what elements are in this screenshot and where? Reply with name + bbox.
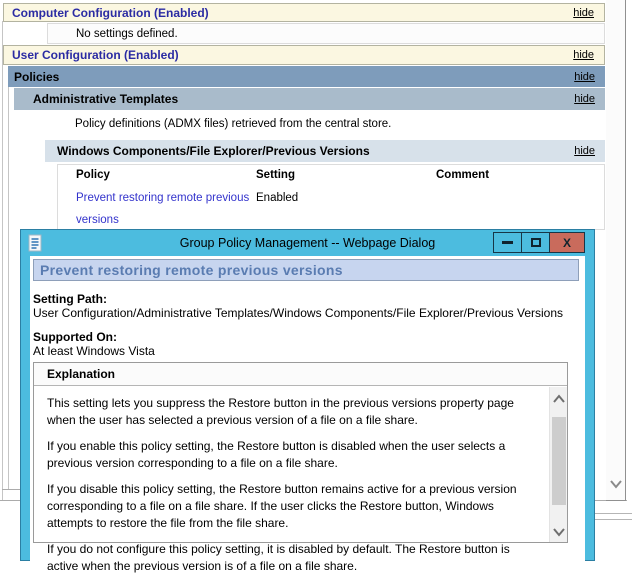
section-title: Administrative Templates	[33, 92, 179, 106]
report-border-line	[2, 489, 21, 490]
webpage-dialog	[21, 230, 594, 573]
policy-table	[57, 164, 605, 230]
report-border-line	[2, 21, 3, 501]
maximize-icon	[531, 238, 541, 247]
admx-note: Policy definitions (ADMX files) retrieved from the central store.	[75, 118, 392, 130]
section-title: Policies	[14, 69, 60, 84]
dialog-titlebar[interactable]	[30, 230, 585, 256]
report-border-line	[8, 87, 9, 489]
explanation-paragraph: This setting lets you suppress the Restore button in the previous versions property page when the user has selected a previous version of a file on a file share.	[47, 396, 514, 427]
column-header-setting: Setting	[256, 169, 295, 181]
section-title: Computer Configuration (Enabled)	[12, 5, 209, 20]
setting-path-label: Setting Path:	[33, 292, 107, 306]
explanation-paragraph: If you enable this policy setting, the Restore button is disabled when the user selects a previous version corresponding to a file on a file share.	[47, 439, 506, 470]
section-policies	[8, 66, 605, 87]
page-vertical-scrollbar[interactable]	[606, 0, 626, 501]
explanation-text	[34, 387, 548, 573]
hide-link[interactable]: hide	[574, 145, 595, 157]
explanation-header: Explanation	[34, 363, 567, 386]
window-controls	[494, 232, 585, 253]
explanation-scrollbar[interactable]	[549, 387, 567, 542]
column-header-comment: Comment	[436, 169, 490, 181]
column-header-policy: Policy	[76, 169, 110, 181]
hide-link[interactable]: hide	[574, 70, 595, 83]
maximize-button[interactable]	[521, 232, 550, 253]
section-computer-configuration	[3, 3, 605, 22]
hide-link[interactable]: hide	[573, 49, 594, 61]
close-icon: X	[562, 235, 571, 250]
section-administrative-templates	[14, 88, 605, 110]
section-user-configuration	[3, 45, 605, 65]
window-frame-line	[594, 513, 632, 514]
explanation-panel	[33, 362, 568, 573]
supported-on-value: At least Windows Vista	[33, 344, 155, 358]
window-frame-line	[594, 519, 632, 520]
chevron-up-icon[interactable]	[552, 393, 566, 405]
policy-setting-value: Enabled	[256, 192, 299, 204]
policy-link[interactable]: Prevent restoring remote previous versions	[76, 192, 250, 226]
hide-link[interactable]: hide	[574, 93, 595, 105]
chevron-down-icon[interactable]	[609, 478, 623, 490]
scrollbar-thumb[interactable]	[552, 417, 566, 505]
no-settings-row	[47, 23, 605, 44]
section-title: User Configuration (Enabled)	[12, 48, 179, 62]
minimize-button[interactable]	[493, 232, 522, 253]
dialog-title: Group Policy Management -- Webpage Dialog	[179, 236, 436, 250]
setting-path-value: User Configuration/Administrative Templates/Windows Components/File Explorer/Previous Versions	[33, 306, 564, 320]
explanation-paragraph: If you do not configure this policy setting, it is disabled by default. The Restore button is active when the previous version is of a file on a file share.	[47, 542, 510, 573]
supported-on-label: Supported On:	[33, 330, 117, 344]
minimize-icon	[502, 241, 513, 244]
policy-setting-heading: Prevent restoring remote previous versions	[33, 259, 579, 281]
dialog-content	[30, 256, 585, 573]
chevron-down-icon[interactable]	[552, 526, 566, 538]
hide-link[interactable]: hide	[573, 6, 594, 19]
section-title: Windows Components/File Explorer/Previous Versions	[57, 144, 370, 158]
close-button[interactable]	[549, 232, 585, 253]
no-settings-text: No settings defined.	[76, 27, 178, 40]
explanation-paragraph: If you disable this policy setting, the Restore button remains active for a previous version corresponding to a file on a file share. If the user clicks the Restore button, Windows attempts to restore the file from the file share.	[47, 482, 517, 530]
section-windows-components	[45, 140, 605, 162]
